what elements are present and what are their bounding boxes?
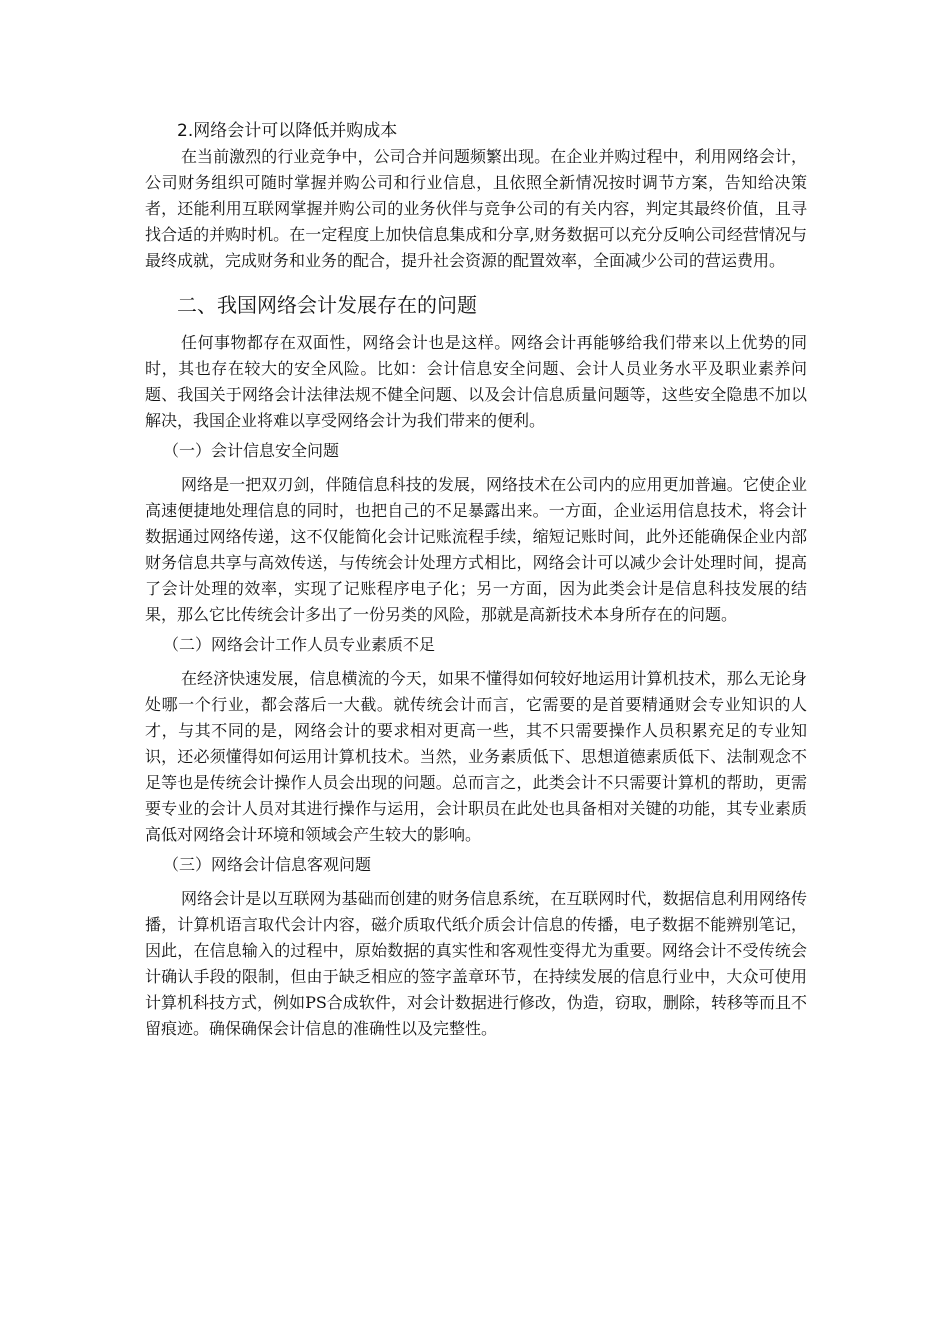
- section-two-title: 二、我国网络会计发展存在的问题: [177, 293, 477, 317]
- subsection-three-title: （三）网络会计信息客观问题: [163, 855, 372, 874]
- subsection-two-title: （二）网络会计工作人员专业素质不足: [163, 635, 436, 654]
- heading-net-cost: 2.网络会计可以降低并购成本: [177, 121, 398, 141]
- document-page: [145, 118, 807, 1042]
- paragraph-intro: 任何事物都存在双面性，网络会计也是这样。网络会计再能够给我们带来以上优势的同时，其也存在较大的安全风险。比如：会计信息安全问题、会计人员业务水平及职业素养问题、我国关于网络会计法律法规不健全问题、以及会计信息质量问题等，这些安全隐患不加以解决，我国企业将难以享受网络会计为我们带来的便利。: [145, 333, 807, 430]
- paragraph-subsection-three: 网络会计是以互联网为基础而创建的财务信息系统，在互联网时代，数据信息利用网络传播，计算机语言取代会计内容，磁介质取代纸介质会计信息的传播，电子数据不能辨别笔记，因此，在信息输入的过程中，原始数据的真实性和客观性变得尤为重要。网络会计不受传统会计确认手段的限制，但由于缺乏相应的签字盖章环节，在持续发展的信息行业中，大众可使用计算机科技方式，例如PS合成软件，对会计数据进行修改，伪造，窃取，删除，转移等而且不留痕迹。确保确保会计信息的准确性以及完整性。: [145, 889, 807, 1038]
- paragraph-merger: 在当前激烈的行业竞争中，公司合并问题频繁出现。在企业并购过程中，利用网络会计，公司财务组织可随时掌握并购公司和行业信息，且依照全新情况按时调节方案，告知给决策者，还能利用互联网掌握并购公司的业务伙伴与竞争公司的有关内容，判定其最终价值，且寻找合适的并购时机。在一定程度上加快信息集成和分享,财务数据可以充分反响公司经营情况与最终成就，完成财务和业务的配合，提升社会资源的配置效率，全面减少公司的营运费用。: [145, 147, 807, 270]
- paragraph-subsection-two: 在经济快速发展，信息横流的今天，如果不懂得如何较好地运用计算机技术，那么无论身处哪一个行业，都会落后一大截。就传统会计而言，它需要的是首要精通财会专业知识的人才，与其不同的是，网络会计的要求相对更高一些，其不只需要操作人员积累充足的专业知识，还必须懂得如何运用计算机技术。当然，业务素质低下、思想道德素质低下、法制观念不足等也是传统会计操作人员会出现的问题。总而言之，此类会计不只需要计算机的帮助，更需要专业的会计人员对其进行操作与运用，会计职员在此处也具备相对关键的功能，其专业素质高低对网络会计环境和领域会产生较大的影响。: [145, 669, 807, 844]
- subsection-one-title: （一）会计信息安全问题: [163, 441, 340, 460]
- paragraph-subsection-one: 网络是一把双刃剑，伴随信息科技的发展，网络技术在公司内的应用更加普遍。它使企业高速便捷地处理信息的同时，也把自己的不足暴露出来。一方面，企业运用信息技术，将会计数据通过网络传递，这不仅能简化会计记账流程手续，缩短记账时间，此外还能确保企业内部财务信息共享与高效传送，与传统会计处理方式相比，网络会计可以减少会计处理时间，提高了会计处理的效率，实现了记账程序电子化；另一方面，因为此类会计是信息科技发展的结果，那么它比传统会计多出了一份另类的风险，那就是高新技术本身所存在的问题。: [145, 475, 807, 624]
